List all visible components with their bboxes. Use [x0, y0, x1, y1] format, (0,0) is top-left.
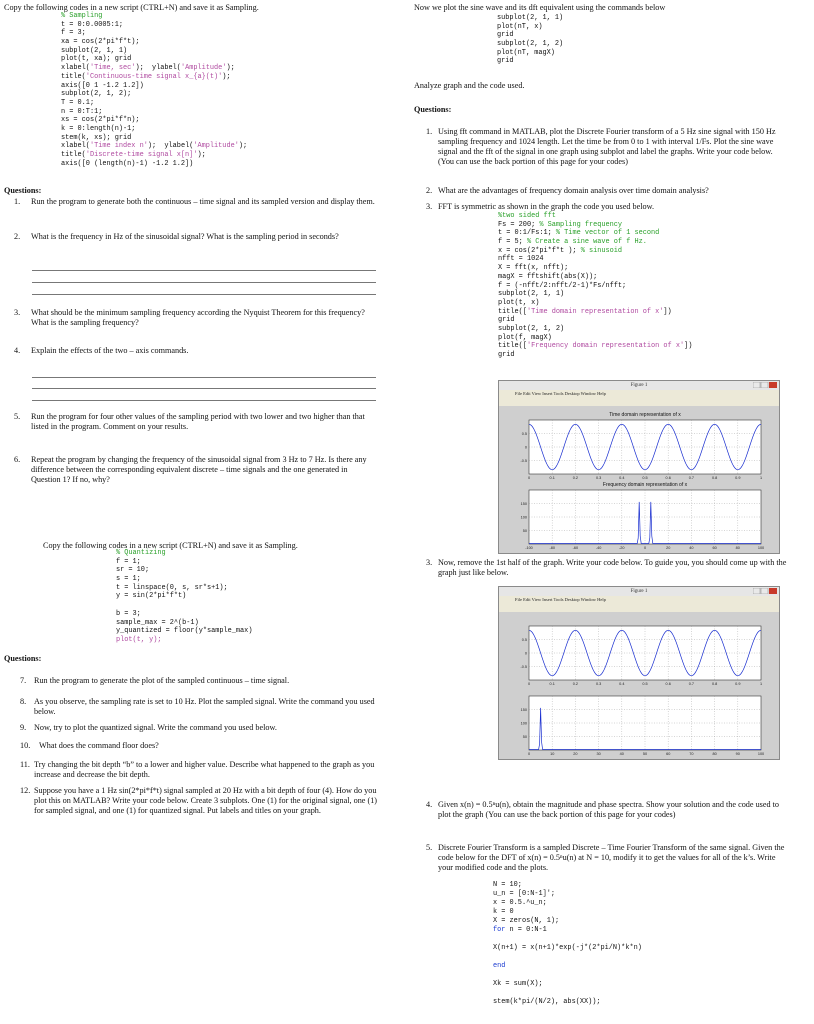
code-line: title('Continuous-time signal x_{a}(t)'); [61, 72, 231, 81]
x-tick-label: -20 [619, 546, 625, 550]
code-line: subplot(2, 1, 2) [497, 40, 564, 49]
code-line: k = 0:length(n)-1; [61, 124, 136, 133]
y-tick-label: 50 [522, 735, 527, 739]
code-line: xlabel('Time index n'); ylabel('Amplitude'); [61, 142, 248, 151]
x-tick-label: 1 [759, 476, 763, 480]
code-line: %two sided fft [498, 212, 556, 220]
figure-window-2 [498, 586, 780, 760]
questions-heading: Questions: [4, 186, 42, 195]
code-line: f = 1; [116, 557, 141, 566]
code-line: X(n+1) = x(n+1)*exp(-j*(2*pi/N)*k*n) [493, 943, 642, 952]
code-line: X = zeros(N, 1); [493, 916, 560, 925]
plot-title: Time domain representation of x [609, 412, 681, 418]
x-tick-label: 20 [666, 546, 671, 550]
y-tick-label: 150 [520, 708, 527, 712]
code-line: f = (-nfft/2:nfft/2-1)*Fs/nfft; [498, 281, 627, 290]
code-line: subplot(2, 1, 2); [61, 90, 132, 99]
code-line: title(['Time domain representation of x']) [498, 307, 672, 316]
code-line: b = 3; [116, 609, 141, 618]
code-line: x = cos(2*pi*f*t ); % sinusoid [498, 246, 623, 255]
code-line: u_n = [0:N-1]'; [493, 889, 556, 898]
figure-1-plot [499, 406, 779, 553]
code-line: k = 0 [493, 907, 514, 916]
code-line: t = linspace(0, s, sr*s+1); [116, 583, 228, 592]
intro-text-quantizing: Copy the following codes in a new script (CTRL+N) and save it as Sampling. [43, 541, 298, 550]
code-line: plot(t, y); [116, 635, 162, 644]
x-tick-label: 100 [757, 546, 765, 550]
code-line: t = 0:0.0005:1; [61, 20, 124, 29]
code-line: subplot(2, 1, 1) [497, 14, 564, 22]
x-tick-label: 80 [712, 752, 717, 756]
intro-text: Copy the following codes in a new script (CTRL+N) and save it as Sampling. [4, 3, 259, 12]
x-tick-label: 20 [573, 752, 578, 756]
code-line: % Sampling [61, 12, 103, 20]
code-line: stem(k*pi/(N/2), abs(XX)); [493, 997, 601, 1006]
window-controls-icon[interactable] [753, 382, 777, 388]
figure-2-plot [499, 612, 779, 759]
code-line: axis([0 1 -1.2 1.2]) [61, 81, 144, 90]
y-tick-label: 0 [524, 445, 527, 450]
window-controls-icon[interactable] [753, 588, 777, 594]
x-tick-label: 0.3 [595, 682, 602, 686]
code-line: x = 0.5.^u_n; [493, 898, 547, 907]
y-tick-label: 150 [520, 502, 527, 506]
code-line: grid [497, 31, 514, 40]
code-line: y_quantized = floor(y*sample_max) [116, 627, 253, 636]
code-line: title(['Frequency domain representation of x']) [498, 342, 693, 351]
code-line: plot(t, x) [498, 298, 540, 307]
plot-title: Frequency domain representation of x [602, 482, 688, 488]
x-tick-label: 0.9 [735, 476, 741, 480]
x-tick-label: 10 [550, 752, 555, 756]
code-line: for n = 0:N-1 [493, 925, 547, 934]
y-tick-label: 100 [520, 721, 527, 726]
figure-title-bar[interactable]: Figure 1 [499, 587, 779, 596]
y-tick-label: 50 [522, 529, 527, 533]
answer-line [32, 294, 376, 295]
code-line: f = 3; [61, 29, 86, 38]
code-line: axis([0 (length(n)-1) -1.2 1.2]) [61, 159, 194, 168]
code-line: s = 1; [116, 575, 141, 584]
x-tick-label: 30 [596, 752, 601, 756]
code-line: xlabel('Time, sec'); ylabel('Amplitude'); [61, 64, 235, 73]
x-tick-label: 60 [666, 752, 671, 756]
x-tick-label: 0 [527, 682, 531, 686]
y-tick-label: 0.5 [521, 432, 527, 436]
code-line: grid [498, 316, 515, 325]
code-line: subplot(2, 1, 1) [498, 290, 565, 299]
code-line [493, 935, 642, 944]
answer-line [32, 270, 376, 271]
code-line: sample_max = 2^(b-1) [116, 618, 199, 627]
figure-window-1 [498, 380, 780, 554]
code-block-fft [498, 212, 692, 360]
answer-line [32, 377, 376, 378]
code-line: n = 0:T:1; [61, 107, 103, 116]
x-tick-label: 0 [643, 546, 647, 550]
x-tick-label: 0 [527, 476, 531, 480]
code-line: grid [497, 57, 514, 66]
code-line: % Quantizing [116, 549, 166, 557]
code-line: plot(nT, x) [497, 22, 543, 31]
x-tick-label: 80 [735, 546, 740, 550]
x-tick-label: 90 [735, 752, 740, 756]
code-line [116, 601, 252, 610]
x-tick-label: 0.3 [595, 476, 602, 480]
code-line: nfft = 1024 [498, 255, 544, 264]
x-tick-label: 0.6 [665, 476, 671, 480]
y-tick-label: 100 [520, 515, 527, 520]
x-tick-label: 0.1 [549, 476, 555, 480]
y-tick-label: -0.5 [520, 459, 527, 463]
y-tick-label: 0 [524, 651, 527, 656]
intro-text-dft: Now we plot the sine wave and its dft equivalent using the commands below [414, 3, 666, 12]
code-line: grid [498, 351, 515, 359]
code-line [493, 971, 642, 980]
code-line: t = 0:1/Fs:1; % Time vector of 1 second [498, 229, 660, 238]
code-line: magX = fftshift(abs(X)); [498, 272, 598, 281]
code-line: f = 5; % Create a sine wave of f Hz. [498, 238, 647, 247]
x-tick-label: -40 [595, 546, 602, 550]
questions-heading-2: Questions: [4, 654, 42, 663]
x-tick-label: 0.2 [572, 476, 579, 480]
x-tick-label: 0.6 [665, 682, 671, 686]
x-tick-label: 50 [642, 752, 648, 756]
x-tick-label: 60 [712, 546, 717, 550]
answer-line [32, 400, 376, 401]
code-line: plot(t, xa); grid [61, 55, 132, 64]
x-tick-label: 0 [527, 752, 531, 756]
figure-menu-bar[interactable]: File Edit View Insert Tools Desktop Window Help [499, 596, 779, 603]
code-block-dft [493, 881, 642, 1007]
code-line: y = sin(2*pi*f*t) [116, 592, 187, 601]
x-tick-label: 0.4 [619, 476, 625, 480]
x-tick-label: 0.7 [688, 476, 695, 480]
answer-line [32, 282, 376, 283]
x-tick-label: 100 [757, 752, 765, 756]
code-line: N = 10; [493, 881, 522, 889]
code-line: plot(nT, magX) [497, 48, 555, 57]
x-tick-label: 0.5 [642, 476, 648, 480]
code-line: title('Discrete-time signal x[n]'); [61, 151, 206, 159]
code-line: subplot(2, 1, 2) [498, 324, 565, 333]
x-tick-label: -80 [549, 546, 555, 550]
x-tick-label: 0.9 [735, 682, 741, 686]
x-tick-label: 1 [759, 682, 763, 686]
x-tick-label: 0.1 [549, 682, 555, 686]
code-line: xa = cos(2*pi*f*t); [61, 38, 140, 47]
figure-title-bar[interactable]: Figure 1 [499, 381, 779, 390]
y-tick-label: -0.5 [520, 665, 527, 669]
code-line: stem(k, xs); grid [61, 133, 132, 142]
code-line: Fs = 200; % Sampling frequency [498, 220, 623, 229]
code-block-sampling [61, 12, 247, 168]
code-line: T = 0.1; [61, 98, 95, 107]
x-tick-label: 0.5 [642, 682, 648, 686]
x-tick-label: 40 [619, 752, 624, 756]
code-line: sr = 10; [116, 566, 150, 575]
x-tick-label: 0.8 [711, 682, 718, 686]
answer-line [32, 388, 376, 389]
x-tick-label: 0.7 [688, 682, 695, 686]
x-tick-label: 70 [689, 752, 694, 756]
code-line [493, 989, 642, 998]
code-line: Xk = sum(X); [493, 979, 543, 988]
x-tick-label: -60 [572, 546, 579, 550]
code-line: xs = cos(2*pi*f*n); [61, 116, 140, 125]
code-line: X = fft(x, nfft); [498, 264, 569, 273]
code-line: subplot(2, 1, 1) [61, 46, 128, 55]
analyze-text: Analyze graph and the code used. [414, 81, 525, 90]
x-tick-label: 40 [689, 546, 694, 550]
code-line [493, 953, 642, 962]
x-tick-label: 0.8 [711, 476, 718, 480]
code-block-quantizing [116, 549, 252, 645]
x-tick-label: -100 [525, 546, 533, 550]
y-tick-label: 0.5 [521, 638, 527, 642]
questions-heading-right: Questions: [414, 105, 452, 114]
figure-menu-bar[interactable]: File Edit View Insert Tools Desktop Window Help [499, 390, 779, 397]
code-line: plot(f, magX) [498, 333, 552, 342]
code-line: end [493, 961, 506, 970]
x-tick-label: 0.2 [572, 682, 579, 686]
code-block-plot [497, 14, 563, 66]
x-tick-label: 0.4 [619, 682, 625, 686]
